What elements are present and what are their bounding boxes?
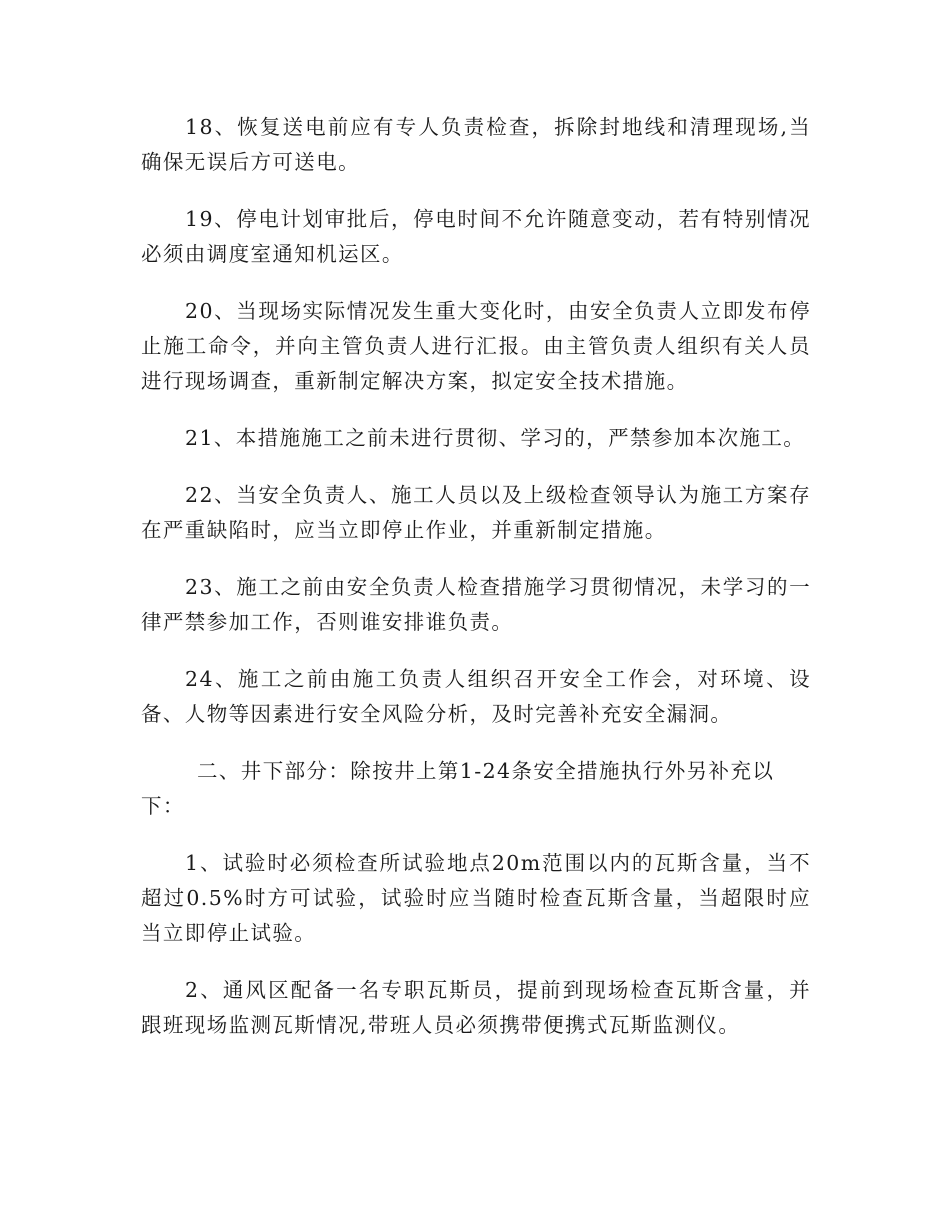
document-page (141, 110, 811, 1065)
paragraph-item-22: 22、当安全负责人、施工人员以及上级检查领导认为施工方案存在严重缺陷时，应当立即停止作业，并重新制定措施。 (141, 483, 811, 542)
paragraph-item-18: 18、恢复送电前应有专人负责检查，拆除封地线和清理现场,当确保无误后方可送电。 (141, 115, 811, 174)
paragraph-item-24: 24、施工之前由施工负责人组织召开安全工作会，对环境、设备、人物等因素进行安全风险分析，及时完善补充安全漏洞。 (141, 667, 811, 726)
section-paragraph-2: 2、通风区配备一名专职瓦斯员，提前到现场检查瓦斯含量，并跟班现场监测瓦斯情况,带班人员必须携带便携式瓦斯监测仪。 (141, 978, 811, 1037)
section-paragraph-1: 1、试验时必须检查所试验地点20m范围以内的瓦斯含量，当不超过0.5%时方可试验，试验时应当随时检查瓦斯含量，当超限时应当立即停止试验。 (141, 851, 811, 945)
paragraph-item-19: 19、停电计划审批后，停电时间不允许随意变动，若有特别情况必须由调度室通知机运区。 (141, 207, 811, 266)
paragraph-item-21: 21、本措施施工之前未进行贯彻、学习的，严禁参加本次施工。 (185, 426, 806, 450)
paragraph-item-20: 20、当现场实际情况发生重大变化时，由安全负责人立即发布停止施工命令，并向主管负责人进行汇报。由主管负责人组织有关人员进行现场调查，重新制定解决方案，拟定安全技术措施。 (141, 299, 811, 393)
section-heading-underground: 二、井下部分：除按井上第1-24条安全措施执行外另补充以下： (141, 759, 775, 818)
paragraph-item-23: 23、施工之前由安全负责人检查措施学习贯彻情况，未学习的一律严禁参加工作，否则谁安排谁负责。 (141, 575, 811, 634)
